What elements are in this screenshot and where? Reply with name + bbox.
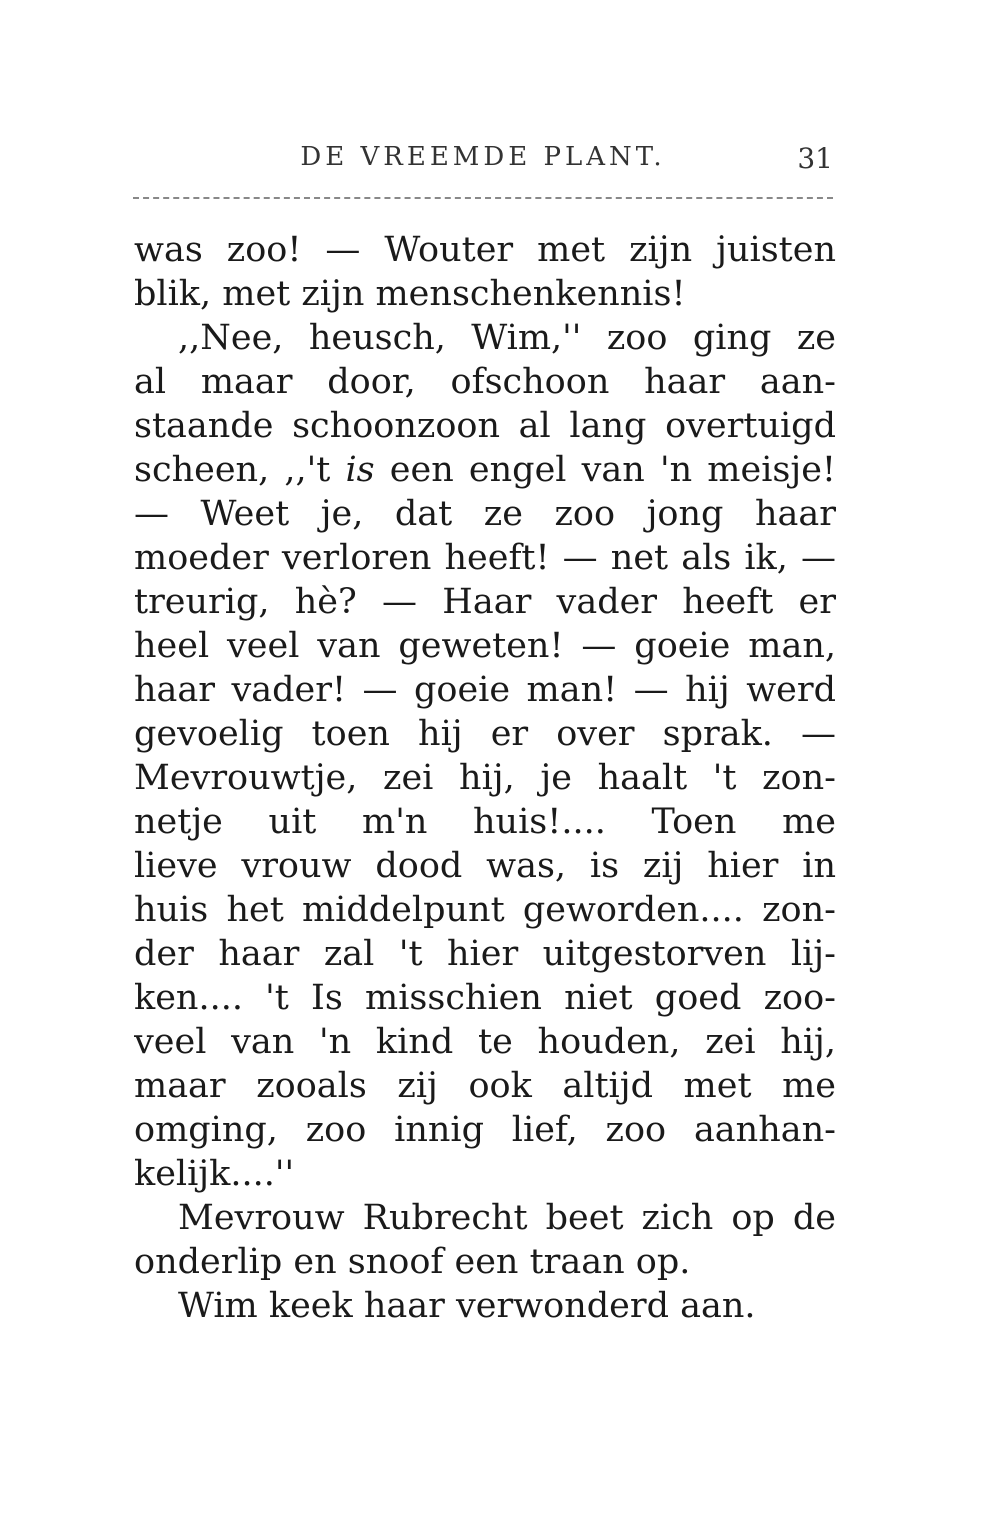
text-line: heel veel van geweten! — goeie man,	[134, 626, 836, 666]
text-line: maar zooals zij ook altijd met me	[134, 1066, 836, 1106]
running-title: DE VREEMDE PLANT.	[300, 142, 666, 172]
text-line: ken.... 't Is misschien niet goed zoo-	[134, 978, 836, 1018]
text-line: ,,Nee, heusch, Wim,'' zoo ging ze	[178, 318, 836, 358]
text-line: netje uit m'n huis!.... Toen me	[134, 802, 836, 842]
text-line: Wim keek haar verwonderd aan.	[178, 1286, 756, 1326]
text-line: Mevrouwtje, zei hij, je haalt 't zon-	[134, 758, 836, 798]
text-line: staande schoonzoon al lang overtuigd	[134, 406, 836, 446]
text-line: lieve vrouw dood was, is zij hier in	[134, 846, 836, 886]
text-line: kelijk....''	[134, 1154, 295, 1194]
text-line: onderlip en snoof een traan op.	[134, 1242, 691, 1282]
text-line: blik, met zijn menschenkennis!	[134, 274, 686, 314]
text-line: was zoo! — Wouter met zijn juisten	[134, 230, 836, 270]
text-line: der haar zal 't hier uitgestorven lij-	[134, 934, 836, 974]
text-line: omging, zoo innig lief, zoo aanhan-	[134, 1110, 836, 1150]
text-line: al maar door, ofschoon haar aan-	[134, 362, 836, 402]
page-number: 31	[797, 142, 833, 175]
text-line: — Weet je, dat ze zoo jong haar	[134, 494, 836, 534]
text-line: treurig, hè? — Haar vader heeft er	[134, 582, 836, 622]
text-line: Mevrouw Rubrecht beet zich op de	[178, 1198, 836, 1238]
text-line: veel van 'n kind te houden, zei hij,	[134, 1022, 836, 1062]
text-line: gevoelig toen hij er over sprak. —	[134, 714, 836, 754]
text-line: huis het middelpunt geworden.... zon-	[134, 890, 836, 930]
text-run: een engel van 'n meisje!	[374, 450, 836, 490]
header-rule	[133, 197, 833, 199]
text-line	[134, 448, 836, 492]
text-run: scheen, ,,'t	[134, 450, 346, 490]
text-line: moeder verloren heeft! — net als ik, —	[134, 538, 836, 578]
body-text	[134, 228, 836, 1328]
text-line: haar vader! — goeie man! — hij werd	[134, 670, 836, 710]
running-head	[133, 142, 833, 182]
emphasis-is: is	[345, 450, 375, 490]
